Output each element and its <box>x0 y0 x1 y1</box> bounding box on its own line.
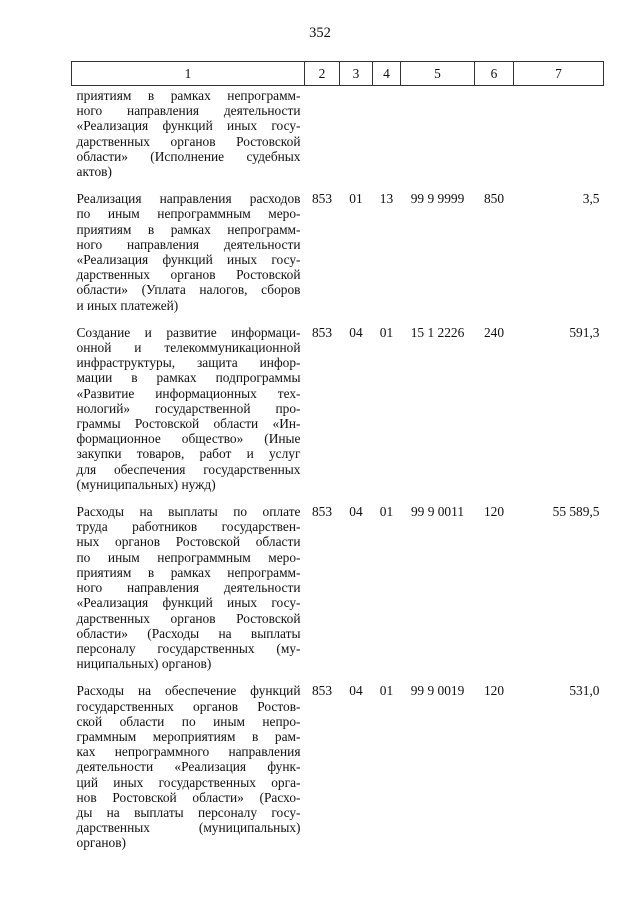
table-row <box>72 313 604 492</box>
description-line: Создание и развитие информаци- <box>76 324 301 340</box>
description-line: по иным непрограммным меро- <box>76 549 301 565</box>
description-line: закупки товаров, работ и услуг <box>76 446 301 462</box>
description-line: дарственных органов Ростовской <box>76 267 301 283</box>
description-line: приятиям в рамках непрограмм- <box>76 88 301 103</box>
header-col-5: 5 <box>401 62 475 86</box>
description-line: государственных органов Ростов- <box>76 698 301 714</box>
section-code <box>340 86 373 180</box>
description-line: «Развитие информационных тех- <box>76 385 301 401</box>
table-row <box>72 671 604 850</box>
description-line: ды на выплаты персоналу госу- <box>76 804 301 820</box>
description-line: нологий» государственной про- <box>76 400 301 416</box>
ministry-code <box>305 86 340 180</box>
description-line: актов) <box>76 164 112 180</box>
row-description <box>72 671 305 850</box>
description-line: ного направления деятельности <box>76 580 301 596</box>
description-line: граммы Ростовской области «Ин- <box>76 416 301 432</box>
row-description <box>72 492 305 671</box>
description-line: формационное общество» (Иные <box>76 431 301 447</box>
description-line: дарственных органов Ростовской <box>76 133 301 149</box>
table-body <box>72 86 604 851</box>
table-row <box>72 492 604 671</box>
description-line: персоналу государственных (му- <box>76 640 301 656</box>
ministry-code: 853 <box>311 324 333 340</box>
description-line: «Реализация функций иных госу- <box>76 595 301 611</box>
description-line: и иных платежей) <box>76 297 179 313</box>
description-line: ного направления деятельности <box>76 103 301 119</box>
subsection-code: 01 <box>379 683 394 699</box>
description-line: области» (Уплата налогов, сборов <box>76 282 301 298</box>
amount-value <box>514 86 604 180</box>
description-line: по иным непрограммным меро- <box>76 206 301 222</box>
description-line: области» (Исполнение судебных <box>76 148 301 164</box>
ministry-code: 853 <box>311 504 333 520</box>
target-article-code: 99 9 0019 <box>410 683 465 699</box>
table-row <box>72 179 604 313</box>
amount-value: 3,5 <box>582 191 600 207</box>
target-article-code <box>401 86 475 180</box>
description-line: приятиям в рамках непрограмм- <box>76 564 301 580</box>
description-line: Расходы на выплаты по оплате <box>76 504 301 520</box>
description-line: инфраструктуры, защита инфор- <box>76 355 301 371</box>
description-line: нов Ростовской области» (Расхо- <box>76 789 301 805</box>
description-line: ций иных государственных орга- <box>76 774 301 790</box>
expense-type-code: 120 <box>483 504 505 520</box>
page-number: 352 <box>309 25 331 41</box>
expense-type-code <box>475 86 514 180</box>
description-line: для обеспечения государственных <box>76 461 301 477</box>
amount-value: 55 589,5 <box>552 504 600 520</box>
description-line: труда работников государствен- <box>76 519 301 535</box>
amount-value: 531,0 <box>569 683 600 699</box>
description-line: «Реализация функций иных госу- <box>76 252 301 268</box>
section-code: 04 <box>349 504 363 520</box>
subsection-code: 13 <box>379 191 394 207</box>
header-col-3: 3 <box>340 62 373 86</box>
amount-value: 591,3 <box>569 324 600 340</box>
description-line: мации в рамках подпрограммы <box>76 370 301 386</box>
ministry-code: 853 <box>311 683 333 699</box>
section-code: 04 <box>349 324 363 340</box>
section-code: 01 <box>349 191 363 207</box>
header-row <box>72 62 604 86</box>
description-line: «Реализация функций иных госу- <box>76 118 301 134</box>
description-line: ской области по иным непро- <box>76 713 301 729</box>
row-description <box>72 179 305 313</box>
description-line: ниципальных) органов) <box>76 656 212 672</box>
description-line: области» (Расходы на выплаты <box>76 625 301 641</box>
header-col-2: 2 <box>305 62 340 86</box>
header-col-4: 4 <box>373 62 401 86</box>
target-article-code: 99 9 9999 <box>410 191 465 207</box>
section-code: 04 <box>349 683 363 699</box>
description-line: Расходы на обеспечение функций <box>76 683 301 699</box>
expense-type-code: 240 <box>483 324 505 340</box>
description-line: дарственных (муниципальных) <box>76 820 301 836</box>
row-description <box>72 313 305 492</box>
header-col-6: 6 <box>475 62 514 86</box>
table-row <box>72 86 604 180</box>
description-line: деятельности «Реализация функ- <box>76 759 301 775</box>
description-line: ного направления деятельности <box>76 236 301 252</box>
subsection-code: 01 <box>379 324 394 340</box>
description-line: приятиям в рамках непрограмм- <box>76 221 301 237</box>
description-line: ных органов Ростовской области <box>76 534 301 550</box>
target-article-code: 15 1 2226 <box>410 324 465 340</box>
description-line: ках непрограммного направления <box>76 744 301 760</box>
description-line: дарственных органов Ростовской <box>76 610 301 626</box>
description-line: Реализация направления расходов <box>76 191 301 207</box>
ministry-code: 853 <box>311 191 333 207</box>
subsection-code <box>373 86 401 180</box>
description-line: (муниципальных) нужд) <box>76 476 216 492</box>
expense-type-code: 850 <box>483 191 505 207</box>
description-line: граммным мероприятиям в рам- <box>76 728 301 744</box>
expense-type-code: 120 <box>483 683 505 699</box>
description-line: онной и телекоммуникационной <box>76 340 301 356</box>
budget-table <box>71 61 604 851</box>
header-col-7: 7 <box>514 62 604 86</box>
description-line: органов) <box>76 835 126 851</box>
subsection-code: 01 <box>379 504 394 520</box>
row-description <box>72 86 305 180</box>
header-col-1: 1 <box>72 62 305 86</box>
target-article-code: 99 9 0011 <box>410 504 465 520</box>
